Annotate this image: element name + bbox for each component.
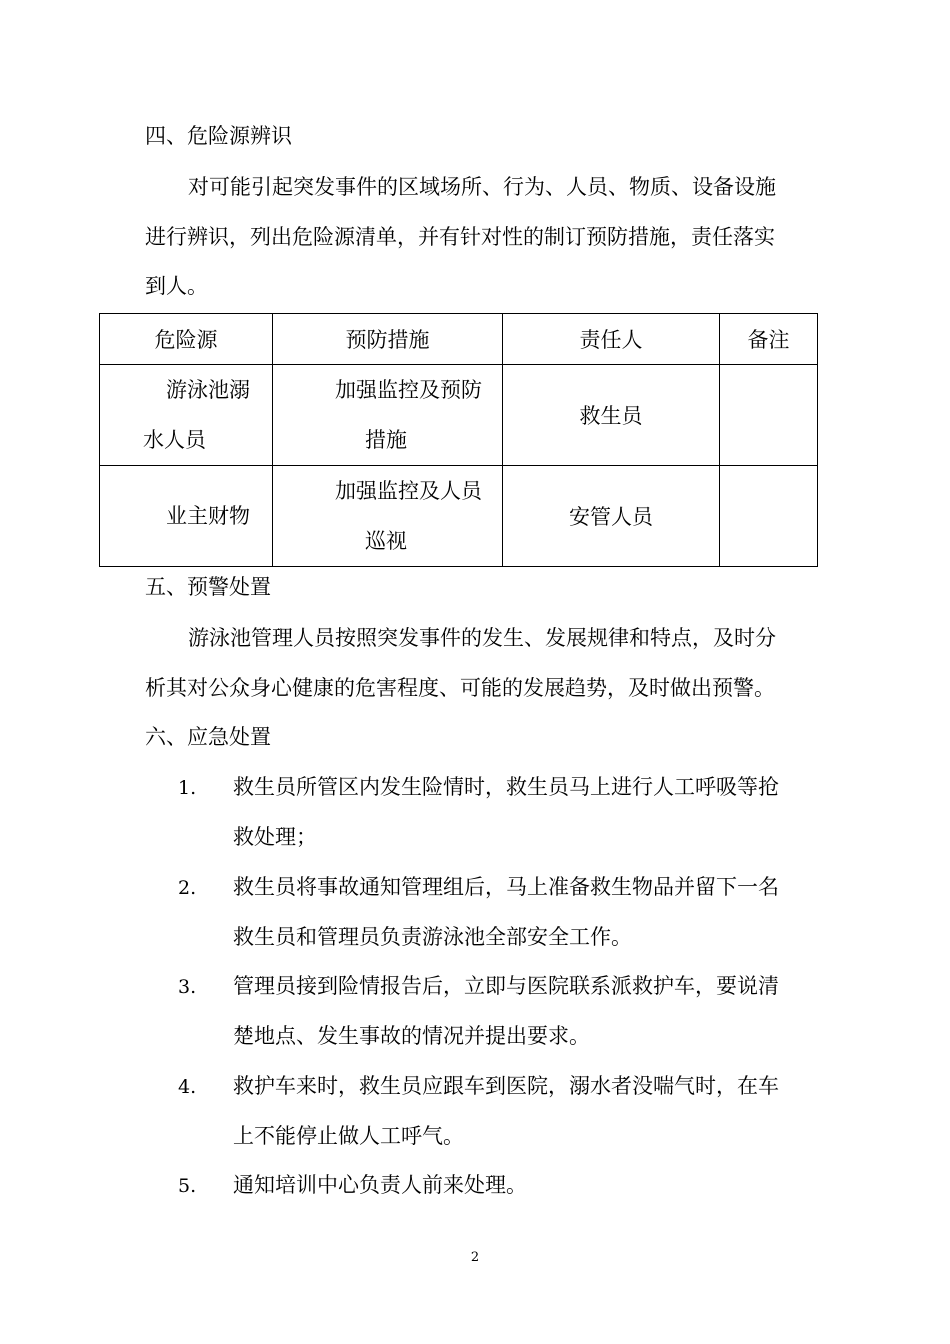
page-number: 2 xyxy=(470,1250,480,1265)
list-item-3-number: 3. xyxy=(178,976,197,998)
list-item-2-number: 2. xyxy=(178,877,197,899)
list-item-5-number: 5. xyxy=(178,1175,197,1197)
row-1-measure-line-1: 加强监控及预防 xyxy=(335,378,482,402)
list-item-5-line-1: 通知培训中心负责人前来处理。 xyxy=(233,1173,527,1197)
row-2-note xyxy=(720,466,818,567)
row-1-note xyxy=(720,365,818,466)
row-2-hazard xyxy=(100,466,273,567)
row-1-hazard xyxy=(100,365,273,466)
section-4-heading: 四、危险源辨识 xyxy=(145,124,292,148)
section-6-heading: 六、应急处置 xyxy=(145,725,271,749)
header-measure: 预防措施 xyxy=(273,314,503,365)
list-item-4-line-1: 救护车来时，救生员应跟车到医院，溺水者没喘气时，在车 xyxy=(233,1074,779,1098)
section-4-para-line-2: 进行辨识，列出危险源清单，并有针对性的制订预防措施，责任落实 xyxy=(145,225,775,249)
row-2-measure xyxy=(273,466,503,567)
list-item-1-line-2: 救处理； xyxy=(233,825,317,849)
list-item-4-line-2: 上不能停止做人工呼气。 xyxy=(233,1124,464,1148)
table-row xyxy=(100,365,818,466)
list-item-4-number: 4. xyxy=(178,1076,197,1098)
row-1-hazard-line-2: 水人员 xyxy=(143,428,206,452)
list-item-1-number: 1. xyxy=(178,777,197,799)
header-hazard: 危险源 xyxy=(100,314,273,365)
list-item-2-line-2: 救生员和管理员负责游泳池全部安全工作。 xyxy=(233,925,632,949)
list-item-2-line-1: 救生员将事故通知管理组后，马上准备救生物品并留下一名 xyxy=(233,875,779,899)
row-1-owner: 救生员 xyxy=(503,365,720,466)
list-item-3-line-2: 楚地点、发生事故的情况并提出要求。 xyxy=(233,1024,590,1048)
section-4-para-line-3: 到人。 xyxy=(145,274,208,298)
section-5-para-line-2: 析其对公众身心健康的危害程度、可能的发展趋势，及时做出预警。 xyxy=(145,676,775,700)
row-1-measure-line-2: 措施 xyxy=(365,428,407,452)
hazard-table xyxy=(99,313,818,567)
table-header-row xyxy=(100,314,818,365)
row-2-measure-line-2: 巡视 xyxy=(365,529,407,553)
header-note: 备注 xyxy=(720,314,818,365)
row-2-hazard-line-1: 业主财物 xyxy=(166,504,250,528)
list-item-1-line-1: 救生员所管区内发生险情时，救生员马上进行人工呼吸等抢 xyxy=(233,775,779,799)
section-5-para-line-1: 游泳池管理人员按照突发事件的发生、发展规律和特点，及时分 xyxy=(188,626,776,650)
row-1-measure xyxy=(273,365,503,466)
section-4-para-line-1: 对可能引起突发事件的区域场所、行为、人员、物质、设备设施 xyxy=(188,175,776,199)
section-5-heading: 五、预警处置 xyxy=(145,575,271,599)
list-item-3-line-1: 管理员接到险情报告后，立即与医院联系派救护车，要说清 xyxy=(233,974,779,998)
row-1-hazard-line-1: 游泳池溺 xyxy=(166,378,250,402)
row-2-measure-line-1: 加强监控及人员 xyxy=(335,479,482,503)
table-row xyxy=(100,466,818,567)
row-2-owner: 安管人员 xyxy=(503,466,720,567)
header-owner: 责任人 xyxy=(503,314,720,365)
